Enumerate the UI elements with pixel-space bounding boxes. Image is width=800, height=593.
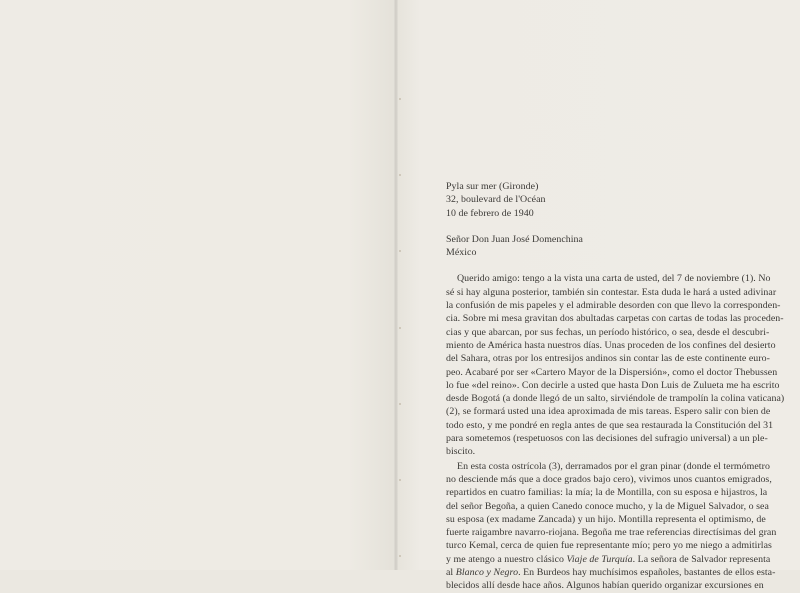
paragraph	[446, 272, 785, 458]
text-line: turco Kemal, cerca de quien fue representante mío; pero yo me niego a admitirlas	[446, 540, 772, 552]
text-line: repartidos en cuatro familias: la mía; la de Montilla, con su esposa e hijastros, la	[446, 487, 768, 499]
address-line: Pyla sur mer (Gironde)	[446, 181, 539, 192]
italic-title: Blanco y Negro	[455, 567, 519, 579]
text-fragment: y me atengo a nuestro clásico	[446, 553, 567, 565]
text-fragment: . La señora de Salvador representa	[632, 553, 771, 565]
text-line: peo. Acabaré por ser «Cartero Mayor de la Dispersión», como el doctor Thebussen	[446, 366, 778, 378]
recipient-name: Señor Don Juan José Domenchina	[446, 233, 583, 245]
text-line: la confusión de mis papeles y el admirable desorden con que llevo la corresponden-	[446, 300, 781, 312]
text-line: del Sahara, otras por los entresijos andinos sin contar las de este continente euro-	[446, 353, 770, 365]
binding-mark	[399, 403, 401, 405]
text-line: En esta costa ostrícola (3), derramados por el gran pinar (donde el termómetro	[457, 460, 770, 472]
text-line: miento de América hasta nuestros días. Unas proceden de los confines del desierto	[446, 339, 776, 351]
text-line: fuerte raigambre navarro-riojana. Begoña me trae referencias directísimas del gran	[446, 527, 777, 539]
letter-block	[446, 180, 785, 593]
text-line: cias y que abarcan, por sus fechas, un período histórico, o sea, desde el descubri-	[446, 326, 770, 338]
text-line: desde Bogotá (a donde llegó de un salto, sirviéndole de trampolín la colina vaticana)	[446, 393, 785, 405]
text-line: biscito.	[446, 446, 476, 458]
text-line: cia. Sobre mi mesa gravitan dos abultadas carpetas con cartas de todas las proceden-	[446, 313, 784, 325]
left-page	[0, 0, 396, 570]
text-line: blecidos allí desde hace años. Algunos habían querido organizar excursiones en	[446, 580, 764, 592]
address-line: 32, boulevard de l'Océan	[446, 194, 546, 206]
sender-address	[446, 180, 758, 220]
recipient	[446, 233, 758, 260]
text-line	[446, 566, 776, 579]
text-line: su esposa (ex madame Zancada) y un hijo. Montilla representa el optimismo, de	[446, 513, 766, 525]
text-fragment: al	[446, 567, 456, 579]
letter-body	[446, 272, 785, 592]
binding-mark	[399, 555, 401, 557]
text-fragment: . En Burdeos hay muchísimos españoles, bastantes de ellos esta-	[518, 567, 776, 579]
paragraph	[446, 460, 777, 593]
text-line: sé si hay alguna posterior, también sin contestar. Esta duda le hará a usted adivinar	[446, 286, 777, 298]
binding-mark	[399, 327, 401, 329]
text-line: para sometemos (respetuosos con las decisiones del sufragio universal) a un ple-	[446, 433, 768, 445]
text-line: del señor Begoña, a quien Canedo conoce mucho, y la de Miguel Salvador, o sea	[446, 500, 769, 512]
recipient-place: México	[446, 247, 477, 259]
book-gutter	[394, 0, 398, 570]
text-line: no desciende más que a doce grados bajo cero), vivimos unos cuantos emigrados,	[446, 473, 772, 485]
binding-mark	[399, 250, 401, 252]
italic-title: Viaje de Turquía	[566, 553, 633, 565]
binding-mark	[399, 98, 401, 100]
text-line: (2), se formará usted una idea aproximada de mis tareas. Espero salir con bien de	[446, 406, 771, 418]
binding-mark	[399, 479, 401, 481]
letter-date: 10 de febrero de 1940	[446, 207, 534, 219]
text-line	[446, 553, 771, 566]
text-line: Querido amigo: tengo a la vista una carta de usted, del 7 de noviembre (1). No	[457, 273, 771, 285]
text-line: todo esto, y me pondré en regla antes de que sea restaurada la Constitución del 31	[446, 419, 774, 431]
text-line: lo fue «del reino». Con decirle a usted que hasta Don Luis de Zulueta me ha escrito	[446, 379, 780, 391]
binding-mark	[399, 174, 401, 176]
